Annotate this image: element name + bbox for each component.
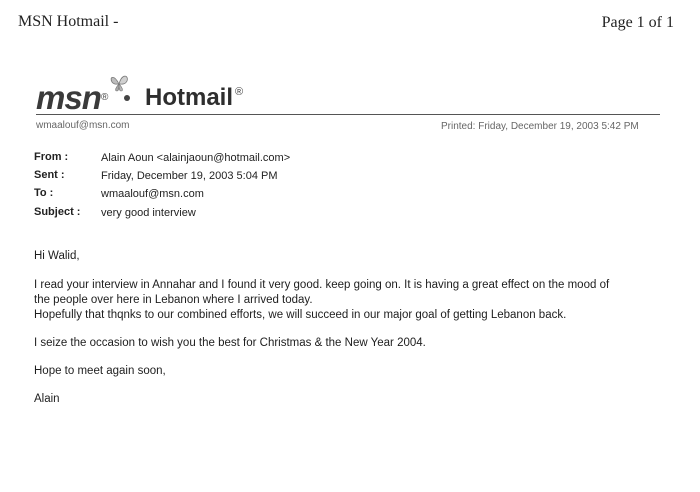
account-email: wmaalouf@msn.com	[36, 120, 130, 131]
sent-label: Sent :	[34, 169, 65, 181]
page-number: Page 1 of 1	[601, 14, 674, 31]
subject-label: Subject :	[34, 206, 81, 218]
body-paragraph-2: I seize the occasion to wish you the best for Christmas & the New Year 2004.	[34, 337, 426, 349]
header-rule	[36, 114, 660, 115]
body-paragraph-1-line-3: Hopefully that thqnks to our combined efforts, we will succeed in our major goal of getting Lebanon back.	[34, 309, 567, 321]
body-greeting: Hi Walid,	[34, 250, 80, 262]
msn-butterfly-icon	[108, 72, 130, 94]
msn-registered-mark: ®	[101, 92, 109, 103]
to-value: wmaalouf@msn.com	[101, 188, 204, 200]
print-page-title: MSN Hotmail -	[18, 13, 119, 30]
from-label: From :	[34, 151, 69, 163]
to-label: To :	[34, 187, 54, 199]
subject-value: very good interview	[101, 207, 196, 219]
body-paragraph-1-line-1: I read your interview in Annahar and I found it very good. keep going on. It is having a great effect on the mood of	[34, 279, 610, 291]
hotmail-registered-mark: ®	[235, 86, 244, 98]
body-signature: Alain	[34, 393, 60, 405]
printed-timestamp: Printed: Friday, December 19, 2003 5:42 PM	[441, 121, 639, 132]
body-paragraph-1-line-2: the people over here in Lebanon where I arrived today.	[34, 294, 313, 306]
body-paragraph-3: Hope to meet again soon,	[34, 365, 166, 377]
msn-logo-text: msn	[36, 79, 101, 116]
from-value: Alain Aoun <alainjaoun@hotmail.com>	[101, 152, 291, 164]
sent-value: Friday, December 19, 2003 5:04 PM	[101, 170, 278, 182]
hotmail-logo-text: Hotmail	[145, 84, 234, 111]
logo-dot	[124, 95, 130, 101]
